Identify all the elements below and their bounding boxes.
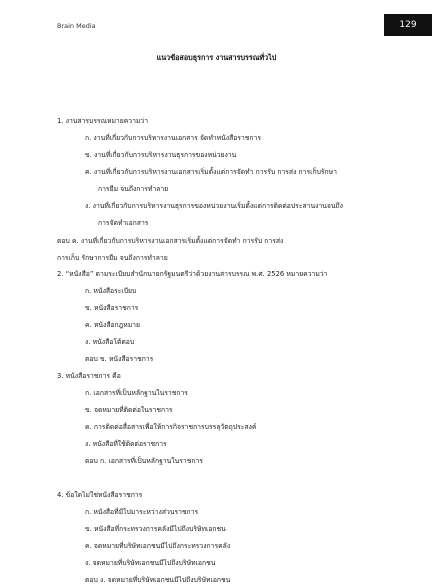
- q2-choice-d: ง. หนังสือโต้ตอบ: [85, 338, 135, 346]
- q3-answer: ตอบ ก. เอกสารที่เป็นหลักฐานในราชการ: [85, 457, 203, 465]
- q1-choice-c: ค. งานที่เกี่ยวกับการบริหารงานเอกสารเริ่มตั้งแต่การจัดทำ การรับ การส่ง การเก็บรักษา: [85, 168, 337, 176]
- q2-choice-b: ข. หนังสือราชการ: [85, 304, 139, 312]
- q1-choice-c-cont: การยืม จนถึงการทำลาย: [98, 185, 169, 193]
- q2-answer: ตอบ ข. หนังสือราชการ: [85, 355, 154, 363]
- page-number-badge: 129: [384, 14, 432, 36]
- q2-choice-a: ก. หนังสือระเบียบ: [85, 287, 137, 295]
- q1-choice-a: ก. งานที่เกี่ยวกับการบริหารงานเอกสาร จัดทำหนังสือราชการ: [85, 134, 261, 142]
- q4-choice-b: ข. หนังสือที่กระทรวงการคลังมีไปถึงบริษัทเอกชน: [85, 525, 226, 533]
- q4-choice-d: ง. จดหมายที่บริษัทเอกชนมีไปถึงบริษัทเอกชน: [85, 559, 216, 567]
- q3-choice-b: ข. จดหมายที่ติดต่อในราชการ: [85, 406, 173, 414]
- q1-choice-d: ง. งานที่เกี่ยวกับการบริหารงานธุรการของหน่วยงานเริ่มตั้งแต่การติดต่อประสานงานจนถึง: [85, 202, 343, 210]
- q4-choice-a: ก. หนังสือที่มีไปมาระหว่างส่วนราชการ: [85, 508, 199, 516]
- q1-answer-cont: การเก็บ รักษาการยืม จนถึงการทำลาย: [57, 254, 168, 262]
- q3-choice-c: ค. การติดต่อสื่อสารเพื่อให้การกิจราชการบรรลุวัตถุประสงค์: [85, 423, 257, 431]
- q1-choice-d-cont: การจัดทำเอกสาร: [98, 219, 149, 227]
- q4-answer: ตอบ ง. จดหมายที่บริษัทเอกชนมีไปถึงบริษัทเอกชน: [85, 576, 231, 584]
- page-title: แนวข้อสอบธุรการ งานสารบรรณทั่วไป: [156, 53, 277, 62]
- question-2: 2. “หนังสือ” ตามระเบียบสำนักนายกรัฐมนตรีว่าด้วยงานสารบรรณ พ.ศ. 2526 หมายความว่า: [57, 270, 328, 278]
- question-4: 4. ข้อใดไม่ใช่หนังสือราชการ: [57, 491, 143, 499]
- q1-answer: ตอบ ค. งานที่เกี่ยวกับการบริหารงานเอกสารเริ่มตั้งแต่การจัดทำ การรับ การส่ง: [57, 237, 284, 245]
- q4-choice-c: ค. จดหมายที่บริษัทเอกชนมีไปถึงกระทรวงการคลัง: [85, 542, 231, 550]
- q3-choice-a: ก. เอกสารที่เป็นหลักฐานในราชการ: [85, 389, 188, 397]
- question-1: 1. งานสารบรรณหมายความว่า: [57, 117, 149, 125]
- q1-choice-b: ข. งานที่เกี่ยวกับการบริหารงานธุรการของหน่วยงาน: [85, 151, 237, 159]
- q2-choice-c: ค. หนังสือกฎหมาย: [85, 321, 140, 329]
- publisher-name: Brain Media: [57, 22, 96, 30]
- question-3: 3. หนังสือราชการ คือ: [57, 372, 121, 380]
- q3-choice-d: ง. หนังสือที่ใช้ติดต่อราชการ: [85, 440, 167, 448]
